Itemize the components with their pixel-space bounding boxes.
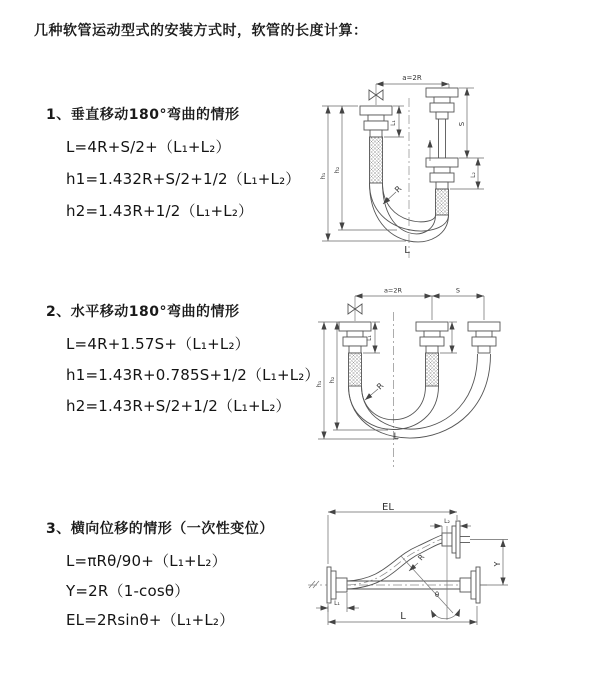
radius-callout bbox=[409, 553, 426, 571]
dim-el bbox=[328, 502, 457, 564]
dim-label-l: L bbox=[400, 611, 406, 622]
section3-formula-EL: EL=2Rsinθ+（L₁+L₂） bbox=[66, 611, 235, 629]
dim-label-s: S bbox=[458, 121, 466, 127]
section1-formula-h1: h1=1.432R+S/2+1/2（L₁+L₂） bbox=[66, 170, 301, 188]
section2-formula-h2: h2=1.43R+S/2+1/2（L₁+L₂） bbox=[66, 397, 291, 415]
section1-formula-h2: h2=1.43R+1/2（L₁+L₂） bbox=[66, 202, 254, 220]
diagram-lateral-displacement bbox=[300, 500, 600, 645]
dim-label-l1: L₁ bbox=[390, 120, 397, 126]
upper-flange bbox=[442, 521, 460, 558]
dim-label-r: R bbox=[415, 552, 427, 563]
section2-heading: 2、水平移动180°弯曲的情形 bbox=[46, 304, 240, 320]
dim-label-a2r: a=2R bbox=[402, 74, 422, 82]
section3-formula-L: L=πRθ/90+（L₁+L₂） bbox=[66, 552, 227, 570]
dim-label-l: L bbox=[393, 432, 399, 442]
dim-l2 bbox=[430, 518, 471, 533]
dim-a2r bbox=[376, 74, 449, 89]
valve-icon bbox=[369, 84, 383, 105]
left-braided-hose bbox=[370, 137, 383, 183]
upper-flange-stub bbox=[460, 537, 470, 543]
dim-label-a2r: a=2R bbox=[383, 286, 403, 295]
dim-label-h2: h₂ bbox=[328, 376, 336, 384]
break-mark bbox=[309, 581, 319, 588]
section3-heading: 3、横向位移的情形（一次性变位） bbox=[46, 521, 274, 537]
right-fitting-assembly bbox=[426, 88, 458, 215]
dim-label-r: R bbox=[393, 184, 404, 195]
left-flange bbox=[327, 567, 347, 603]
diagram-vertical-180-bend bbox=[312, 68, 592, 263]
middle-fitting bbox=[416, 322, 448, 353]
section2-formula-h1: h1=1.43R+0.785S+1/2（L₁+L₂） bbox=[66, 366, 320, 384]
radius-callout bbox=[383, 184, 404, 204]
dim-l1 bbox=[316, 593, 359, 612]
section2-formula-L: L=4R+1.57S+（L₁+L₂） bbox=[66, 335, 250, 353]
dim-s bbox=[432, 287, 484, 321]
left-braided-hose bbox=[349, 353, 362, 386]
valve-icon bbox=[348, 296, 362, 321]
dim-label-theta: θ bbox=[434, 591, 440, 599]
dim-l bbox=[328, 606, 477, 625]
dim-label-l2: L₂ bbox=[444, 518, 450, 525]
section1-heading: 1、垂直移动180°弯曲的情形 bbox=[46, 107, 240, 123]
dim-label-el: EL bbox=[382, 502, 394, 513]
dim-label-s: S bbox=[455, 286, 461, 295]
right-fitting-moved bbox=[468, 322, 500, 353]
dim-label-l2: L₂ bbox=[470, 172, 477, 178]
dim-label-h1: h₁ bbox=[315, 380, 323, 388]
middle-braided-hose bbox=[426, 353, 439, 386]
right-flange bbox=[460, 567, 480, 603]
page-title: 几种软管运动型式的安装方式时，软管的长度计算： bbox=[34, 23, 368, 39]
dim-label-l1: L₁ bbox=[334, 600, 340, 607]
dim-label-h2: h₂ bbox=[333, 166, 341, 174]
dim-label-l1: L₁ bbox=[366, 335, 373, 341]
dim-label-y: Y bbox=[493, 561, 502, 567]
dim-label-r: R bbox=[375, 381, 386, 392]
dim-label-h1: h₁ bbox=[319, 172, 327, 180]
left-fitting bbox=[360, 106, 392, 137]
section1-formula-L: L=4R+S/2+（L₁+L₂） bbox=[66, 138, 231, 156]
diagram-horizontal-180-bend bbox=[308, 282, 593, 477]
dim-s bbox=[458, 88, 484, 158]
section3-formula-Y: Y=2R（1-cosθ） bbox=[66, 582, 190, 600]
dim-label-l: L bbox=[404, 245, 410, 256]
radius-callout bbox=[365, 381, 386, 400]
